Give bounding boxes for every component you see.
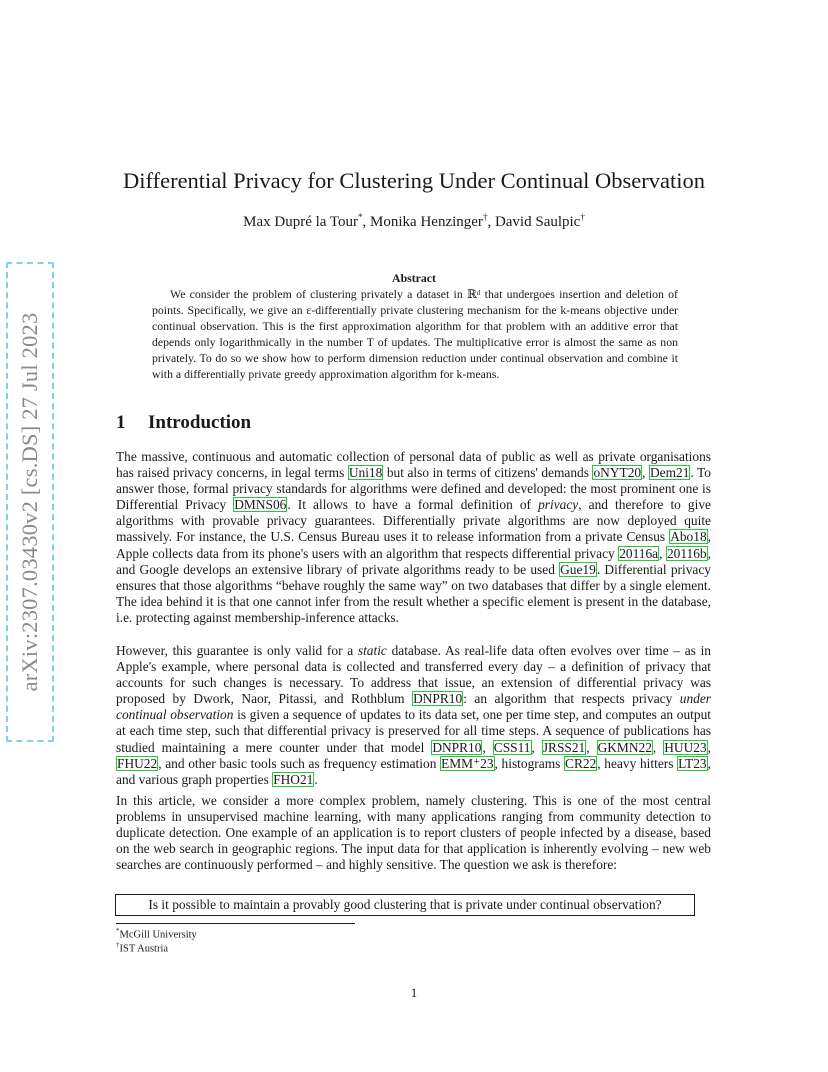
research-question-box: Is it possible to maintain a provably good clustering that is private under continual observation?: [115, 894, 695, 916]
intro-paragraph-2: However, this guarantee is only valid for a static database. As real-life data often evolves over time – as in Apple's example, where personal data is collected and transferred every day – a definition of privacy that accounts for such changes is necessary. To address that issue, an extension of differential privacy was proposed by Dwork, Naor, Pitassi, and Rothblum DNPR10: an algorithm that respects privacy under continual observation is given a sequence of updates to its data set, one per time step, and computes an output at each time step, such that differential privacy is preserved for all time steps. A sequence of publications has studied maintaining a mere counter under that model DNPR10, CSS11, JRSS21, GKMN22, HUU23, FHU22, and other basic tools such as frequency estimation EMM⁺23, histograms CR22, heavy hitters LT23, and various graph properties FHO21.: [116, 643, 711, 787]
intro-paragraph-3: In this article, we consider a more complex problem, namely clustering. This is one of the most central problems in unsupervised machine learning, with many applications ranging from community detection to duplicate detection. One example of an application is to report clusters of people infected by a disease, based on the web search in geographic regions. The input data for that application is inherently evolving – new web searches are continuously performed – and highly sensitive. The question we ask is therefore:: [116, 793, 711, 873]
footnote-mark: †: [116, 941, 120, 949]
author-separator: ,: [362, 214, 371, 230]
page-number: 1: [410, 985, 418, 1000]
citation-link[interactable]: LT23: [678, 755, 707, 771]
citation-link[interactable]: Abo18: [670, 529, 707, 545]
author-name: David Saulpic: [494, 214, 581, 230]
citation-link[interactable]: FHU22: [117, 755, 158, 771]
footnote-rule: [116, 923, 355, 924]
citation-link[interactable]: Uni18: [348, 465, 383, 481]
author-list: [0, 212, 828, 231]
section-title: Introduction: [148, 412, 252, 433]
author-mark: †: [580, 212, 585, 222]
footnote-text: McGill University: [119, 929, 197, 941]
footnote: [116, 941, 168, 955]
citation-link[interactable]: GKMN22: [597, 739, 652, 755]
citation-link[interactable]: DNPR10: [413, 691, 463, 707]
footnote: [116, 927, 197, 941]
section-heading: [116, 412, 251, 434]
paper-title: Differential Privacy for Clustering Under Continual Observation: [123, 168, 705, 193]
abstract-text: We consider the problem of clustering privately a dataset in ℝᵈ that undergoes insertion and deletion of points. Specifically, we give an ε-differentially private clustering mechanism for the k-means objective under continual observation. This is the first approximation algorithm for that problem with an additive error that depends only logarithmically in the number T of updates. The multiplicative error is almost the same as non privately. To do so we show how to perform dimension reduction under continual observation and combine it with a differentially private greedy approximation algorithm for k-means.: [152, 287, 678, 381]
citation-link[interactable]: FHO21: [273, 771, 314, 787]
abstract-heading: Abstract: [392, 271, 436, 285]
citation-link[interactable]: DMNS06: [234, 497, 287, 513]
citation-link[interactable]: JRSS21: [542, 739, 586, 755]
author-name: Max Dupré la Tour: [243, 214, 359, 230]
arxiv-stamp: [6, 262, 54, 742]
author-mark: *: [358, 212, 363, 222]
author-name: Monika Henzinger: [370, 214, 483, 230]
section-number: 1: [116, 412, 126, 433]
footnote-text: IST Austria: [119, 943, 169, 955]
citation-link[interactable]: CR22: [565, 755, 597, 771]
citation-link[interactable]: 20116a: [619, 545, 659, 561]
citation-link[interactable]: Gue19: [560, 561, 596, 577]
citation-link[interactable]: DNPR10: [432, 739, 482, 755]
citation-link[interactable]: HUU23: [664, 739, 707, 755]
citation-link[interactable]: EMM⁺23: [441, 755, 494, 771]
footnote-mark: *: [116, 927, 120, 935]
citation-link[interactable]: CSS11: [493, 739, 531, 755]
arxiv-identifier[interactable]: arXiv:2307.03430v2 [cs.DS] 27 Jul 2023: [17, 312, 42, 692]
author-mark: †: [482, 212, 488, 222]
citation-link[interactable]: 20116b: [666, 545, 707, 561]
author-separator: ,: [487, 214, 495, 230]
citation-link[interactable]: Dem21: [649, 465, 690, 481]
intro-paragraph-1: The massive, continuous and automatic collection of personal data of public as well as private organisations has raised privacy concerns, in legal terms Uni18 but also in terms of citizens' demands oNYT20, Dem21. To answer those, formal privacy standards for algorithms were defined and developed: the most prominent one is Differential Privacy DMNS06. It allows to have a formal definition of privacy, and therefore to give algorithms with provable privacy guarantees. Differentially private algorithms are now deployed quite massively. For instance, the U.S. Census Bureau uses it to release information from a private Census Abo18, Apple collects data from its phone's users with an algorithm that respects differential privacy 20116a, 20116b, and Google develops an extensive library of private algorithms ready to be used Gue19. Differential privacy ensures that those algorithms “behave roughly the same way” on two databases that differ by a single element. The idea behind it is that one cannot infer from the result whether a specific element is present in the database, i.e. protecting against membership-inference attacks.: [116, 449, 711, 625]
citation-link[interactable]: oNYT20: [593, 465, 642, 481]
